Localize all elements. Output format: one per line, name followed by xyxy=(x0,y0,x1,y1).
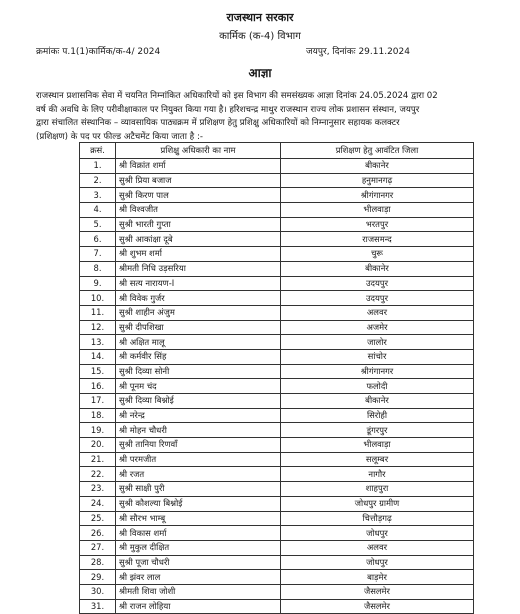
officer-name-cell: श्री सौरभ भाम्बू xyxy=(116,511,281,526)
serial-number-cell: 30. xyxy=(80,584,116,599)
table-row xyxy=(80,247,474,262)
serial-number-cell: 24. xyxy=(80,496,116,511)
district-cell: जैसलमेर xyxy=(281,584,474,599)
table-row xyxy=(80,570,474,585)
officer-name-cell: श्री मुकुल दीक्षित xyxy=(116,540,281,555)
body-line: द्वारा संचालित संस्थानिक – व्यावसायिक पाठ्यक्रम में प्रशिक्षण हेतु प्रशिक्षु अधिकारियों को निम्नानुसार सहायक कलक्टर xyxy=(36,118,400,128)
serial-number-cell: 3. xyxy=(80,188,116,203)
officer-name-cell: श्री मोहन चौधरी xyxy=(116,423,281,438)
district-cell: अलवर xyxy=(281,540,474,555)
department-heading: कार्मिक (क-4) विभाग xyxy=(219,31,301,42)
officer-name-cell: श्री परमजीत xyxy=(116,452,281,467)
header-district: प्रशिक्षण हेतु आवंटित जिला xyxy=(281,143,474,159)
district-cell: जालोर xyxy=(281,335,474,350)
officer-name-cell: सुश्री साक्षी पुरी xyxy=(116,482,281,497)
district-cell: भीलवाड़ा xyxy=(281,438,474,453)
table-header-row xyxy=(80,143,474,159)
district-cell: बाड़मेर xyxy=(281,570,474,585)
serial-number-cell: 11. xyxy=(80,305,116,320)
district-cell: शाहपुरा xyxy=(281,482,474,497)
table-row xyxy=(80,438,474,453)
district-cell: जोधपुर xyxy=(281,555,474,570)
district-cell: जोधपुर xyxy=(281,526,474,541)
officer-name-cell: श्री पूनम चंद xyxy=(116,379,281,394)
table-row xyxy=(80,305,474,320)
table-row xyxy=(80,379,474,394)
officer-name-cell: सुश्री दिव्या सोनी xyxy=(116,364,281,379)
serial-number-cell: 17. xyxy=(80,394,116,409)
serial-number-cell: 7. xyxy=(80,247,116,262)
officer-name-cell: श्री सत्य नारायण-I xyxy=(116,276,281,291)
body-line: वर्ष की अवधि के लिए परीवीक्षाकाल पर नियुक्त किया गया है। हरिशचन्द्र माथुर राजस्थान राज्य लोक प्रशासन संस्थान, जयपुर xyxy=(36,104,420,115)
table-row xyxy=(80,217,474,232)
officer-name-cell: श्री रजत xyxy=(116,467,281,482)
table-row xyxy=(80,364,474,379)
table-row xyxy=(80,467,474,482)
district-cell: फलोदी xyxy=(281,379,474,394)
district-cell: श्रीगंगानगर xyxy=(281,364,474,379)
government-heading: राजस्थान सरकार xyxy=(226,11,294,24)
serial-number-cell: 10. xyxy=(80,291,116,306)
body-line: राजस्थान प्रशासनिक सेवा में चयनित निम्नांकित अधिकारियों को इस विभाग की समसंख्यक आज्ञा दिनांक 24.05.2024 द्वारा 02 xyxy=(36,91,438,101)
table-row xyxy=(80,482,474,497)
serial-number-cell: 18. xyxy=(80,408,116,423)
officer-name-cell: श्री शुभम शर्मा xyxy=(116,247,281,262)
serial-number-cell: 27. xyxy=(80,540,116,555)
officer-name-cell: सुश्री तानिया रिणवाँ xyxy=(116,438,281,453)
serial-number-cell: 4. xyxy=(80,203,116,218)
table-row xyxy=(80,173,474,188)
table-row xyxy=(80,159,474,174)
table-row xyxy=(80,394,474,409)
table-row xyxy=(80,232,474,247)
serial-number-cell: 8. xyxy=(80,261,116,276)
table-row xyxy=(80,203,474,218)
district-cell: चित्तौड़गढ़ xyxy=(281,511,474,526)
officer-name-cell: श्रीमती निधि उड़सरिया xyxy=(116,261,281,276)
table-row xyxy=(80,452,474,467)
district-cell: सलूम्बर xyxy=(281,452,474,467)
serial-number-cell: 29. xyxy=(80,570,116,585)
officer-name-cell: सुश्री भारती गुप्ता xyxy=(116,217,281,232)
district-cell: राजसमन्द xyxy=(281,232,474,247)
serial-number-cell: 16. xyxy=(80,379,116,394)
table-row xyxy=(80,188,474,203)
officer-name-cell: सुश्री प्रिया बजाज xyxy=(116,173,281,188)
officer-allocation-table xyxy=(79,142,474,614)
serial-number-cell: 9. xyxy=(80,276,116,291)
table-row xyxy=(80,599,474,614)
table-row xyxy=(80,584,474,599)
officer-name-cell: सुश्री कौशल्या बिश्नोई xyxy=(116,496,281,511)
officer-name-cell: श्री झंवर लाल xyxy=(116,570,281,585)
officer-name-cell: श्री विक्रांत शर्मा xyxy=(116,159,281,174)
serial-number-cell: 21. xyxy=(80,452,116,467)
table-row xyxy=(80,335,474,350)
district-cell: सांचोर xyxy=(281,349,474,364)
district-cell: उदयपुर xyxy=(281,276,474,291)
serial-number-cell: 25. xyxy=(80,511,116,526)
officer-name-cell: श्री विकास शर्मा xyxy=(116,526,281,541)
district-cell: चुरू xyxy=(281,247,474,262)
serial-number-cell: 1. xyxy=(80,159,116,174)
table-row xyxy=(80,511,474,526)
serial-number-cell: 22. xyxy=(80,467,116,482)
header-serial: क्रसं. xyxy=(80,143,116,159)
district-cell: भरतपुर xyxy=(281,217,474,232)
reference-number: क्रमांकः प.1(1)कार्मिक/क-4/ 2024 xyxy=(36,47,161,57)
district-cell: डूंगरपुर xyxy=(281,423,474,438)
header-officer-name: प्रशिक्षु अधिकारी का नाम xyxy=(116,143,281,159)
serial-number-cell: 20. xyxy=(80,438,116,453)
district-cell: भीलवाड़ा xyxy=(281,203,474,218)
place-date: जयपुर, दिनांकः 29.11.2024 xyxy=(306,47,410,57)
serial-number-cell: 23. xyxy=(80,482,116,497)
serial-number-cell: 19. xyxy=(80,423,116,438)
table-row xyxy=(80,540,474,555)
table-row xyxy=(80,320,474,335)
officer-name-cell: श्री राजन लोहिया xyxy=(116,599,281,614)
district-cell: नागौर xyxy=(281,467,474,482)
table-row xyxy=(80,496,474,511)
table-row xyxy=(80,526,474,541)
serial-number-cell: 2. xyxy=(80,173,116,188)
table-row xyxy=(80,423,474,438)
officer-name-cell: सुश्री आकांक्षा दूबे xyxy=(116,232,281,247)
officer-name-cell: श्री अक्षित मालू xyxy=(116,335,281,350)
order-body-text xyxy=(36,90,488,144)
table-row xyxy=(80,261,474,276)
officer-name-cell: श्रीमती शिवा जोशी xyxy=(116,584,281,599)
district-cell: उदयपुर xyxy=(281,291,474,306)
serial-number-cell: 28. xyxy=(80,555,116,570)
serial-number-cell: 31. xyxy=(80,599,116,614)
district-cell: हनुमानगढ़ xyxy=(281,173,474,188)
table-body xyxy=(80,159,474,614)
officer-name-cell: सुश्री दीपशिखा xyxy=(116,320,281,335)
serial-number-cell: 12. xyxy=(80,320,116,335)
table-row xyxy=(80,408,474,423)
serial-number-cell: 5. xyxy=(80,217,116,232)
district-cell: जैसलमेर xyxy=(281,599,474,614)
district-cell: सिरोही xyxy=(281,408,474,423)
serial-number-cell: 14. xyxy=(80,349,116,364)
officer-name-cell: श्री नरेन्द्र xyxy=(116,408,281,423)
serial-number-cell: 13. xyxy=(80,335,116,350)
district-cell: बीकानेर xyxy=(281,394,474,409)
officer-name-cell: श्री विश्वजीत xyxy=(116,203,281,218)
district-cell: श्रीगंगानगर xyxy=(281,188,474,203)
table-row xyxy=(80,291,474,306)
district-cell: बीकानेर xyxy=(281,261,474,276)
table-row xyxy=(80,349,474,364)
officer-name-cell: श्री कर्मवीर सिंह xyxy=(116,349,281,364)
officer-name-cell: श्री विवेक गुर्जर xyxy=(116,291,281,306)
body-line: (प्रशिक्षण) के पद पर फील्ड अटैचमेंट किया जाता है :- xyxy=(36,131,203,142)
table-row xyxy=(80,276,474,291)
officer-name-cell: सुश्री किरण पाल xyxy=(116,188,281,203)
serial-number-cell: 26. xyxy=(80,526,116,541)
district-cell: अलवर xyxy=(281,305,474,320)
district-cell: अजमेर xyxy=(281,320,474,335)
officer-name-cell: सुश्री दिव्या बिश्नोई xyxy=(116,394,281,409)
officer-name-cell: सुश्री पूजा चौधरी xyxy=(116,555,281,570)
table-row xyxy=(80,555,474,570)
officer-name-cell: सुश्री शाहीन अंजुम xyxy=(116,305,281,320)
district-cell: बीकानेर xyxy=(281,159,474,174)
serial-number-cell: 6. xyxy=(80,232,116,247)
district-cell: जोधपुर ग्रामीण xyxy=(281,496,474,511)
serial-number-cell: 15. xyxy=(80,364,116,379)
order-title: आज्ञा xyxy=(248,66,272,80)
